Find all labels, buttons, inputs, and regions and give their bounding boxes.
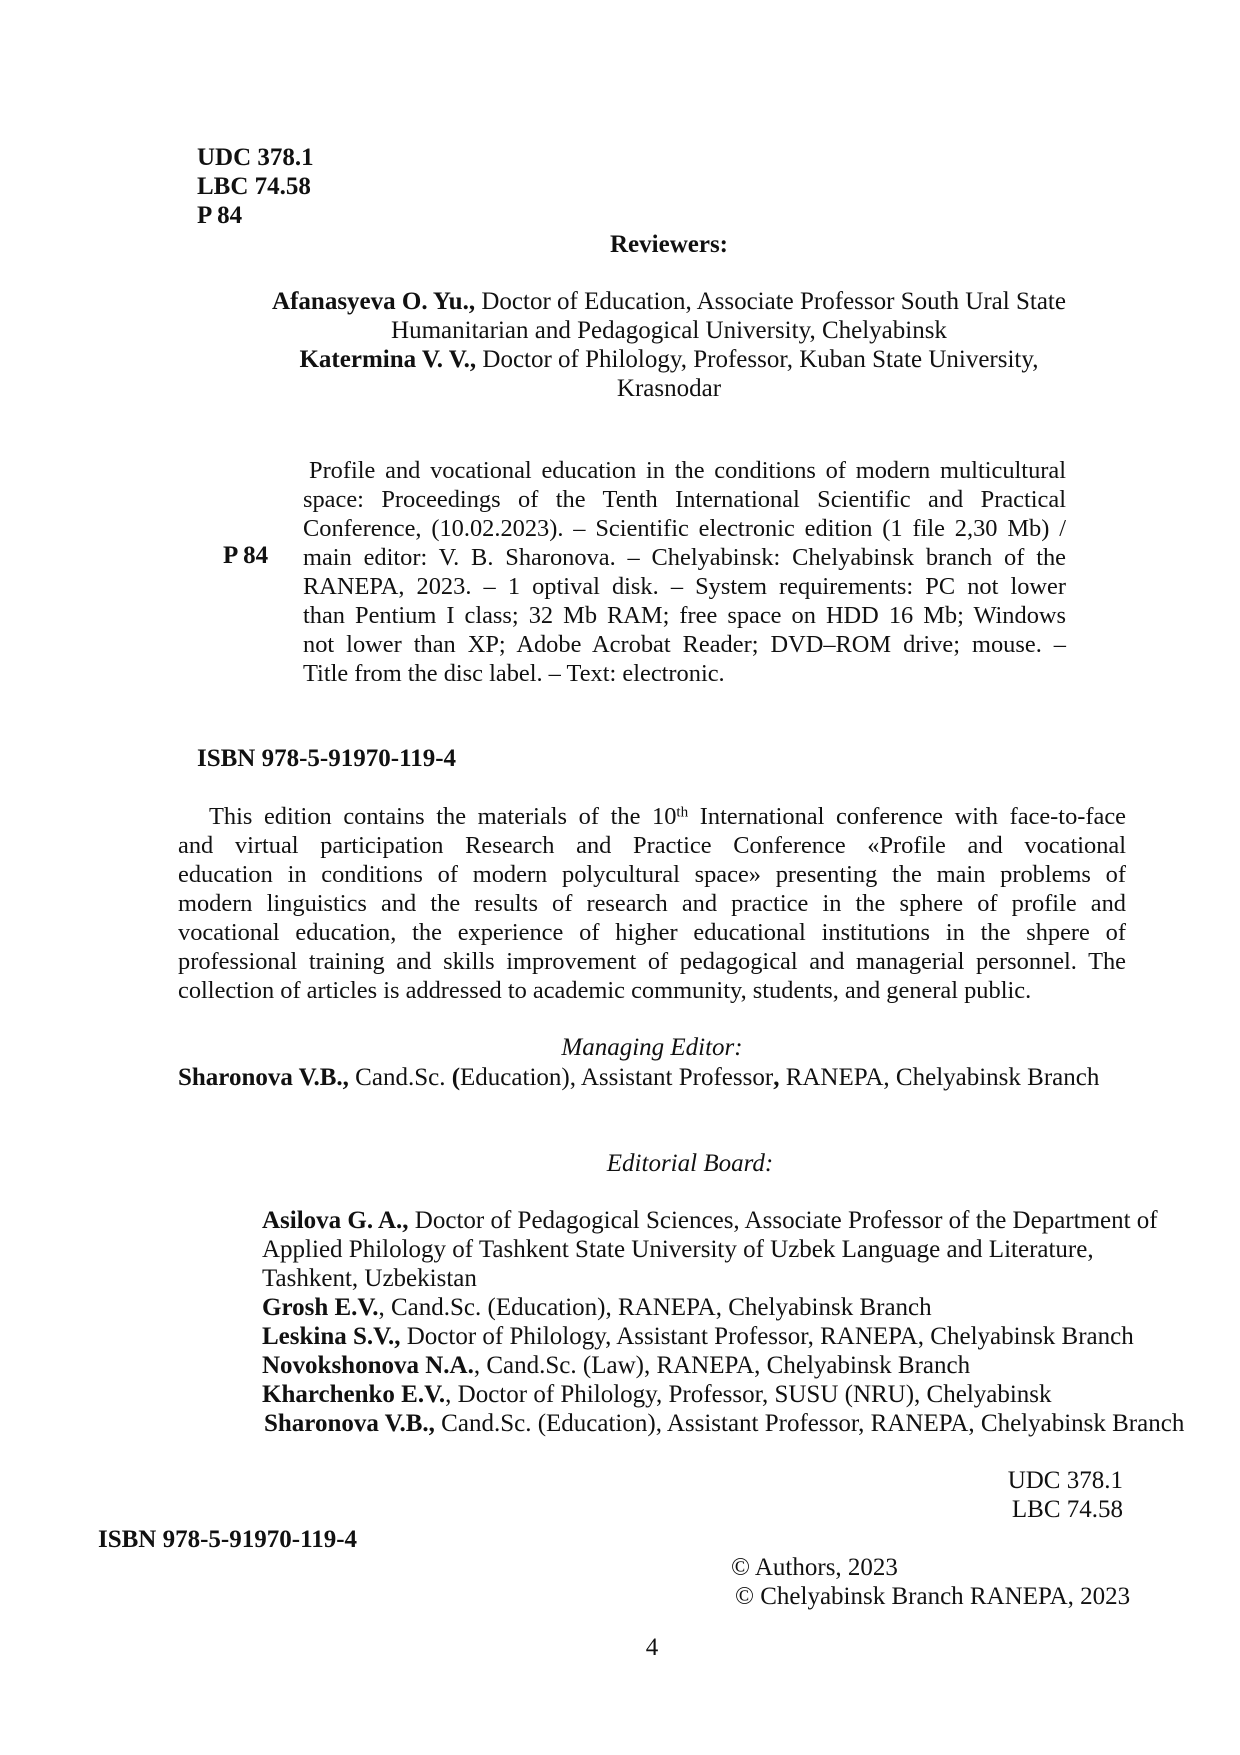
catalog-line: not lower than XP; Adobe Acrobat Reader; DVD–ROM drive; mouse. – (303, 631, 1066, 658)
member-details: , Doctor of Philology, Professor, SUSU (NRU), Chelyabinsk (445, 1381, 1052, 1408)
editorial-board-member (262, 1351, 1232, 1380)
catalog-line: Profile and vocational education in the conditions of modern multicultural (309, 457, 1066, 484)
catalog-line: Title from the disc label. – Text: electronic. (303, 660, 725, 687)
abstract-line (178, 802, 1126, 831)
abstract-line: vocational education, the experience of higher educational institutions in the shpere of (178, 919, 1126, 946)
ordinal-suffix: th (676, 804, 689, 821)
catalog-line: RANEPA, 2023. – 1 optival disk. – System requirements: PC not lower (303, 573, 1066, 600)
member-name: Asilova G. A., (262, 1207, 409, 1234)
footer-isbn: ISBN 978-5-91970-119-4 (98, 1526, 358, 1553)
member-name: Novokshonova N.A. (262, 1352, 474, 1379)
member-details: Cand.Sc. (Education), Assistant Professor, RANEPA, Chelyabinsk Branch (434, 1410, 1185, 1437)
author-mark: P 84 (197, 202, 243, 229)
reviewer-entry (219, 287, 1119, 345)
abstract-text: This edition contains the materials of the 10 (209, 803, 677, 830)
editorial-board-heading: Editorial Board: (606, 1150, 774, 1177)
catalog-author-mark: P 84 (223, 542, 269, 569)
member-details: Doctor of Philology, Assistant Professor, RANEPA, Chelyabinsk Branch (400, 1323, 1134, 1350)
editorial-board-list (262, 1206, 1232, 1438)
catalog-line: space: Proceedings of the Tenth International Scientific and Practical (303, 486, 1066, 513)
udc-code: UDC 378.1 (197, 144, 314, 171)
member-name: Sharonova V.B., (264, 1410, 435, 1437)
catalog-line: than Pentium I class; 32 Mb RAM; free space on HDD 16 Mb; Windows (303, 602, 1066, 629)
reviewer-details: Doctor of Education, Associate Professor South Ural State Humanitarian and Pedagogical University, Chelyabinsk (391, 288, 1066, 344)
catalog-description (303, 456, 1066, 688)
abstract-line: collection of articles is addressed to academic community, students, and general public. (178, 977, 1032, 1004)
reviewer-entry (219, 345, 1119, 403)
copyright-publisher: © Chelyabinsk Branch RANEPA, 2023 (735, 1583, 1131, 1610)
reviewer-name: Katermina V. V., (299, 346, 477, 373)
managing-editor-heading: Managing Editor: (561, 1034, 743, 1061)
managing-editor-details: ( (451, 1064, 461, 1091)
lbc-code: LBC 74.58 (197, 173, 311, 200)
copyright-authors: © Authors, 2023 (731, 1554, 898, 1581)
managing-editor-details: , (773, 1064, 780, 1091)
abstract-line: education in conditions of modern polycultural space» presenting the main problems of (178, 861, 1126, 888)
catalog-line: main editor: V. B. Sharonova. – Chelyabinsk: Chelyabinsk branch of the (303, 544, 1066, 571)
member-details: , Cand.Sc. (Education), RANEPA, Chelyabinsk Branch (378, 1294, 932, 1321)
reviewer-name: Afanasyeva O. Yu., (272, 288, 476, 315)
member-name: Grosh E.V. (262, 1294, 379, 1321)
page-number: 4 (645, 1634, 659, 1661)
footer-classification (1008, 1466, 1123, 1524)
footer-udc: UDC 378.1 (1007, 1467, 1123, 1494)
editorial-board-member (262, 1206, 1232, 1293)
copyright-block (731, 1553, 1130, 1611)
managing-editor-details: Education), Assistant Professor (460, 1064, 774, 1091)
abstract-text: International conference with face-to-face (688, 803, 1126, 830)
abstract-line: modern linguistics and the results of research and practice in the sphere of profile and (178, 890, 1126, 917)
abstract-line: and virtual participation Research and Practice Conference «Profile and vocational (178, 832, 1126, 859)
member-name: Kharchenko E.V. (262, 1381, 446, 1408)
isbn: ISBN 978-5-91970-119-4 (197, 745, 457, 772)
abstract-line: professional training and skills improvement of pedagogical and managerial personnel. The (178, 948, 1126, 975)
member-details: Doctor of Pedagogical Sciences, Associate Professor of the Department of Applied Philology of Tashkent State University of Uzbek Language and Literature, Tashkent, Uzbekistan (262, 1207, 1158, 1292)
managing-editor-details: Cand.Sc. (348, 1064, 452, 1091)
reviewers-list (219, 287, 1119, 403)
footer-lbc: LBC 74.58 (1011, 1496, 1123, 1523)
reviewers-heading: Reviewers: (610, 231, 728, 258)
managing-editor-name: Sharonova V.B., (178, 1064, 349, 1091)
editorial-board-member (262, 1409, 1232, 1438)
editorial-board-member (262, 1322, 1232, 1351)
editorial-board-member (262, 1380, 1232, 1409)
catalog-line: Conference, (10.02.2023). – Scientific electronic edition (1 file 2,30 Mb) / (303, 515, 1066, 542)
classification-block (197, 143, 314, 230)
member-details: , Cand.Sc. (Law), RANEPA, Chelyabinsk Branch (473, 1352, 971, 1379)
managing-editor-details: RANEPA, Chelyabinsk Branch (779, 1064, 1100, 1091)
member-name: Leskina S.V., (262, 1323, 401, 1350)
abstract-paragraph (178, 802, 1126, 1005)
reviewer-details: Doctor of Philology, Professor, Kuban State University, Krasnodar (482, 346, 1039, 402)
managing-editor-entry (178, 1063, 1099, 1092)
editorial-board-member (262, 1293, 1232, 1322)
